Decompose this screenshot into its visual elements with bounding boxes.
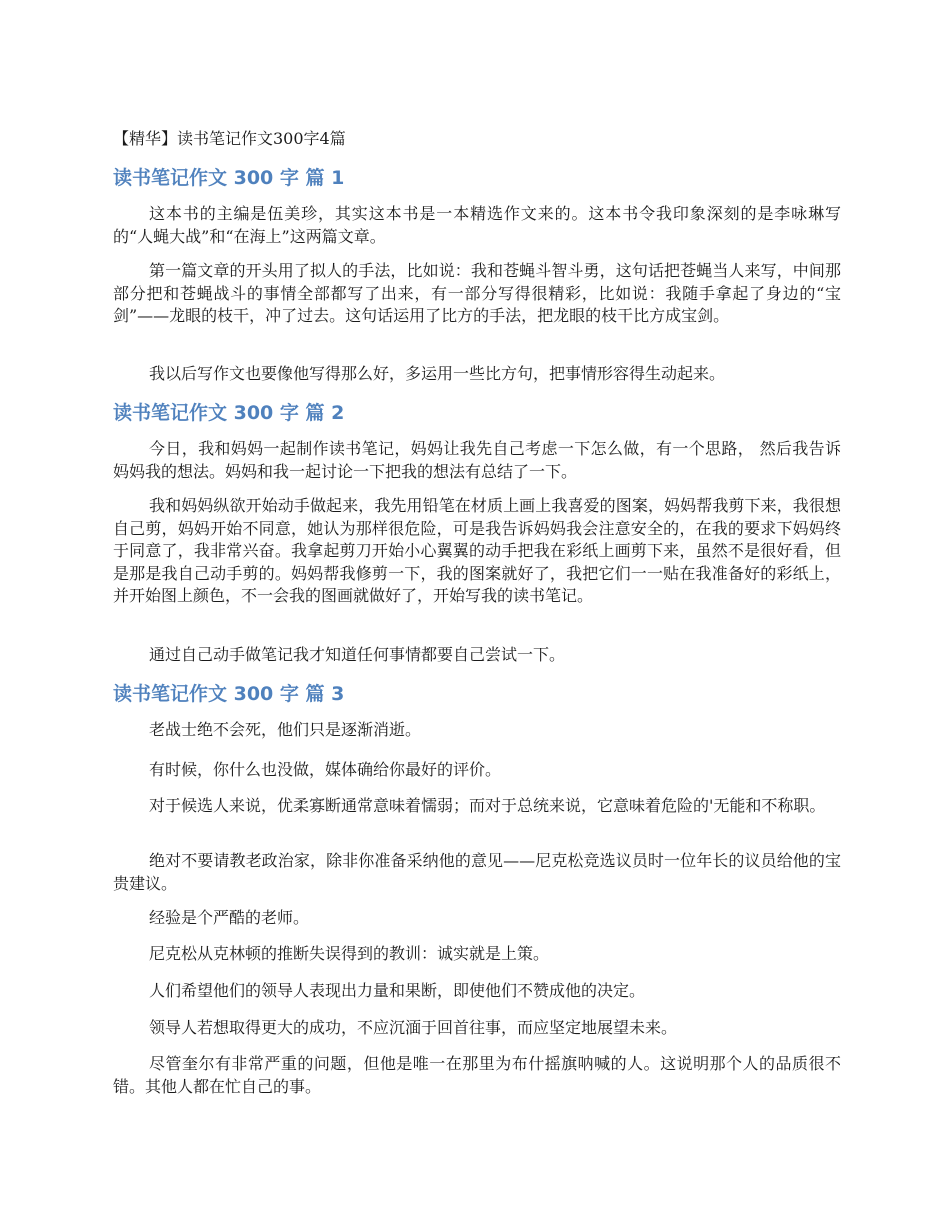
section-3-paragraph-2: 有时候，你什么也没做，媒体确给你最好的评价。 <box>149 760 502 779</box>
section-3-paragraph-4: 绝对不要请教老政治家，除非你准备采纳他的意见——尼克松竞选议员时一位年长的议员给他的宝贵建议。 <box>113 851 841 893</box>
section-3-heading: 读书笔记作文 300 字 篇 3 <box>113 683 345 705</box>
section-1-paragraph-3: 我以后写作文也要像他写得那么好，多运用一些比方句，把事情形容得生动起来。 <box>149 364 726 383</box>
section-2-paragraph-2: 我和妈妈纵欲开始动手做起来，我先用铅笔在材质上画上我喜爱的图案，妈妈帮我剪下来，我很想自己剪，妈妈开始不同意，她认为那样很危险，可是我告诉妈妈我会注意安全的，在我的要求下妈妈终于同意了，我非常兴奋。我拿起剪刀开始小心翼翼的动手把我在彩纸上画剪下来，虽然不是很好看，但是那是我自己动手剪的。妈妈帮我修剪一下，我的图案就好了，我把它们一一贴在我准备好的彩纸上，并开始图上颜色，不一会我的图画就做好了，开始写我的读书笔记。 <box>113 496 841 605</box>
section-3-paragraph-7: 人们希望他们的领导人表现出力量和果断，即使他们不赞成他的决定。 <box>149 981 646 1000</box>
document-title: 【精华】读书笔记作文300字4篇 <box>113 129 346 148</box>
section-1-paragraph-2: 第一篇文章的开头用了拟人的手法，比如说：我和苍蝇斗智斗勇，这句话把苍蝇当人来写，中间那部分把和苍蝇战斗的事情全部都写了出来，有一部分写得很精彩，比如说：我随手拿起了身边的“宝剑”——龙眼的枝干，冲了过去。这句话运用了比方的手法，把龙眼的枝干比方成宝剑。 <box>113 261 841 325</box>
section-3-paragraph-3: 对于候选人来说，优柔寡断通常意味着懦弱；而对于总统来说，它意味着危险的'无能和不称职。 <box>149 796 826 815</box>
section-3-paragraph-6: 尼克松从克林顿的推断失误得到的教训：诚实就是上策。 <box>149 944 550 963</box>
section-2-heading: 读书笔记作文 300 字 篇 2 <box>113 402 345 424</box>
section-2-paragraph-3: 通过自己动手做笔记我才知道任何事情都要自己尝试一下。 <box>149 645 566 664</box>
section-3-paragraph-1: 老战士绝不会死，他们只是逐渐消逝。 <box>149 720 422 739</box>
section-2-paragraph-1: 今日，我和妈妈一起制作读书笔记，妈妈让我先自己考虑一下怎么做，有一个思路， 然后我告诉妈妈我的想法。妈妈和我一起讨论一下把我的想法有总结了一下。 <box>113 439 841 481</box>
section-1-heading: 读书笔记作文 300 字 篇 1 <box>113 167 345 189</box>
section-1-paragraph-1: 这本书的主编是伍美珍，其实这本书是一本精选作文来的。这本书令我印象深刻的是李咏琳写的“人蝇大战”和“在海上”这两篇文章。 <box>113 204 841 246</box>
section-3-paragraph-8: 领导人若想取得更大的成功，不应沉湎于回首往事，而应坚定地展望未来。 <box>149 1018 678 1037</box>
section-3-paragraph-9: 尽管奎尔有非常严重的问题，但他是唯一在那里为布什摇旗呐喊的人。这说明那个人的品质很不错。其他人都在忙自己的事。 <box>113 1054 841 1096</box>
section-3-paragraph-5: 经验是个严酷的老师。 <box>149 908 310 927</box>
